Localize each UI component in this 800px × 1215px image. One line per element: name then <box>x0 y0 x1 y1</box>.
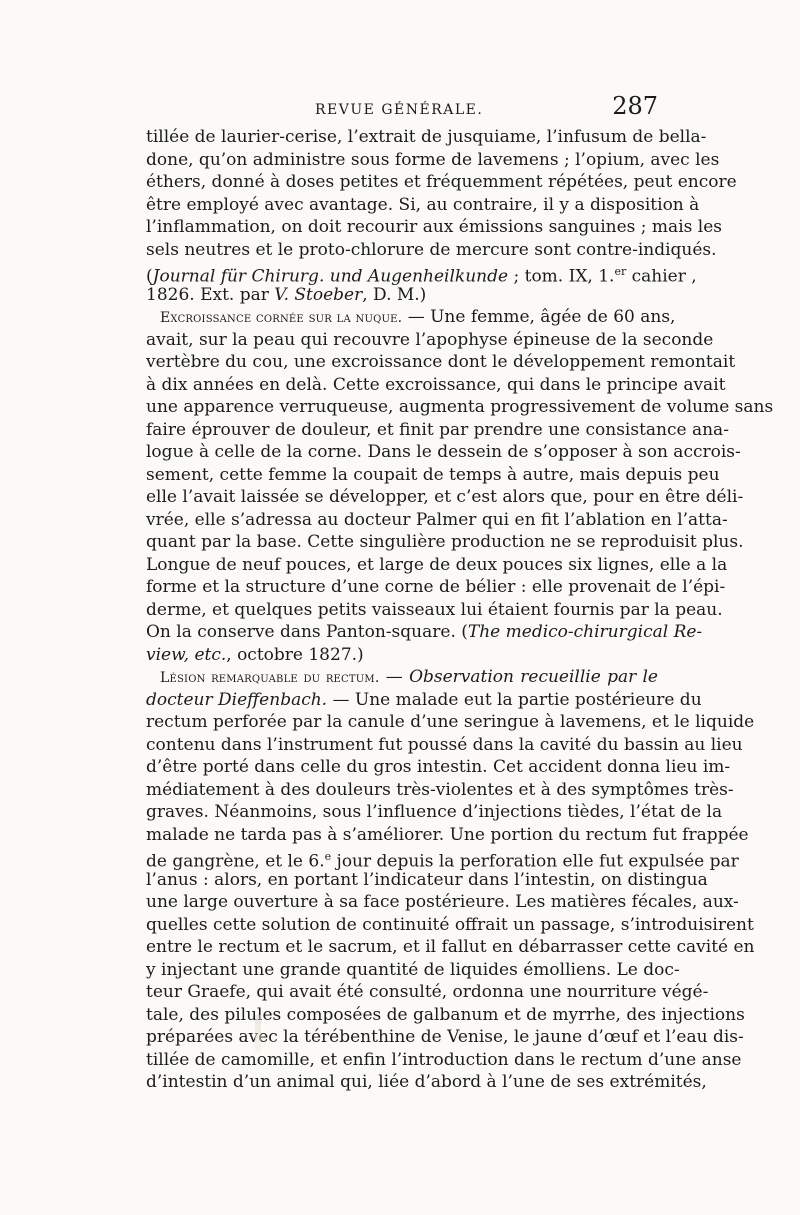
body-text <box>146 126 774 1094</box>
text-line <box>146 621 703 644</box>
text-line: une large ouverture à sa face postérieure. Les matières fécales, aux- <box>146 892 739 912</box>
text-run: — Une malade eut la partie postérieure du <box>327 689 702 710</box>
text-line: logue à celle de la corne. Dans le dessein de s’opposer à son accrois- <box>146 442 741 462</box>
paper-smudge <box>255 1015 261 1053</box>
text-run: V. Stoeber <box>274 284 363 305</box>
text-line: médiatement à des douleurs très-violentes et à des symptômes très- <box>146 779 734 800</box>
text-run: e <box>324 850 332 863</box>
text-line: faire éprouver de douleur, et finit par prendre une consistance ana- <box>146 419 729 440</box>
text-run: Lésion remarquable du rectum. <box>160 670 380 686</box>
running-title: REVUE GÉNÉRALE. <box>315 102 484 118</box>
text-line: l’inflammation, on doit recourir aux émissions sanguines ; mais les <box>146 217 722 237</box>
text-run: cahier , <box>626 266 697 287</box>
text-line: éthers, donné à doses petites et fréquemment répétées, peut encore <box>146 172 737 192</box>
text-line <box>146 689 702 712</box>
page-number: 287 <box>612 92 658 120</box>
text-line: contenu dans l’instrument fut poussé dans la cavité du bassin au lieu <box>146 734 743 755</box>
text-line: quant par la base. Cette singulière production ne se reproduisit plus. <box>146 532 744 552</box>
text-run: de gangrène, et le 6. <box>146 851 325 872</box>
text-line: y injectant une grande quantité de liquides émolliens. Le doc- <box>146 959 680 980</box>
text-line: graves. Néanmoins, sous l’influence d’injections tièdes, l’état de la <box>146 802 723 822</box>
text-line: d’intestin d’un animal qui, liée d’abord à l’une de ses extrémités, <box>146 1072 707 1092</box>
text-line: elle l’avait laissée se développer, et c’est alors que, pour en être déli- <box>146 487 744 507</box>
text-line: entre le rectum et le sacrum, et il fallut en débarrasser cette cavité en <box>146 937 755 957</box>
text-line: être employé avec avantage. Si, au contraire, il y a disposition à <box>146 194 700 215</box>
text-run: , octobre 1827.) <box>226 644 364 665</box>
text-line: rectum perforée par la canule d’une seringue à lavemens, et le liquide <box>146 712 755 732</box>
paragraph-continuation <box>146 126 737 306</box>
text-line: sels neutres et le proto-chlorure de mercure sont contre-indiqués. <box>146 239 717 260</box>
text-run: ; tom. IX, 1. <box>508 266 615 287</box>
paragraph-excroissance-cornee <box>146 306 774 666</box>
text-line: avait, sur la peau qui recouvre l’apophyse épineuse de la seconde <box>146 329 714 350</box>
text-line: tale, des pilules composées de galbanum et de myrrhe, des injections <box>146 1004 745 1025</box>
paragraph-lesion-rectum <box>146 666 755 1094</box>
text-run: — <box>379 667 410 687</box>
text-run: ( <box>146 266 153 287</box>
text-line: l’anus : alors, en portant l’indicateur dans l’intestin, on distingua <box>146 869 708 890</box>
text-run: , D. M.) <box>362 284 427 305</box>
text-line: vertèbre du cou, une excroissance dont le développement remontait <box>146 352 736 372</box>
text-run: er <box>614 265 627 278</box>
text-run: docteur Dieffenbach. <box>146 689 328 710</box>
text-line: sement, cette femme la coupait de temps à autre, mais depuis peu <box>146 464 720 485</box>
text-run: — Une femme, âgée de 60 ans, <box>402 307 676 327</box>
text-line: derme, et quelques petits vaisseaux lui étaient fournis par la peau. <box>146 599 723 620</box>
text-line: quelles cette solution de continuité offrait un passage, s’introduisirent <box>146 914 754 935</box>
text-run: On la conserve dans Panton-square. ( <box>146 622 468 642</box>
text-line: malade ne tarda pas à s’améliorer. Une portion du rectum fut frappée <box>146 824 749 845</box>
text-line: à dix années en delà. Cette excroissance, qui dans le principe avait <box>146 374 726 395</box>
text-line: vrée, elle s’adressa au docteur Palmer qui en fit l’ablation en l’atta- <box>146 509 728 530</box>
text-line: une apparence verruqueuse, augmenta progressivement de volume sans <box>146 397 774 417</box>
text-run: 1826. Ext. par <box>146 284 275 305</box>
text-line: done, qu’on administre sous forme de lavemens ; l’opium, avec les <box>146 149 720 170</box>
text-line: Longue de neuf pouces, et large de deux pouces six lignes, elle a la <box>146 554 728 575</box>
text-line: teur Graefe, qui avait été consulté, ordonna une nourriture végé- <box>146 982 709 1002</box>
text-line <box>146 644 658 667</box>
page-header <box>150 92 658 126</box>
text-run: view, etc. <box>146 644 227 665</box>
text-line: préparées avec la térébenthine de Venise, le jaune d’œuf et l’eau dis- <box>146 1027 744 1047</box>
text-run: Observation recueillie par le <box>409 667 658 687</box>
text-run: The medico-chirurgical Re- <box>467 622 703 642</box>
text-run: jour depuis la perforation elle fut expulsée par <box>331 851 739 872</box>
text-run: Journal für Chirurg. und Augenheilkunde <box>152 266 509 287</box>
text-line <box>146 666 658 689</box>
text-line <box>146 306 676 329</box>
text-line: d’être porté dans celle du gros intestin. Cet accident donna lieu im- <box>146 757 731 777</box>
text-run: Excroissance cornée sur la nuque. <box>160 310 403 326</box>
text-line: tillée de camomille, et enfin l’introduction dans le rectum d’une anse <box>146 1049 742 1070</box>
text-line: forme et la structure d’une corne de bélier : elle provenait de l’épi- <box>146 577 726 597</box>
text-line: tillée de laurier-cerise, l’extrait de jusquiame, l’infusum de bella- <box>146 127 707 147</box>
text-line <box>146 846 739 872</box>
text-line <box>146 261 697 287</box>
